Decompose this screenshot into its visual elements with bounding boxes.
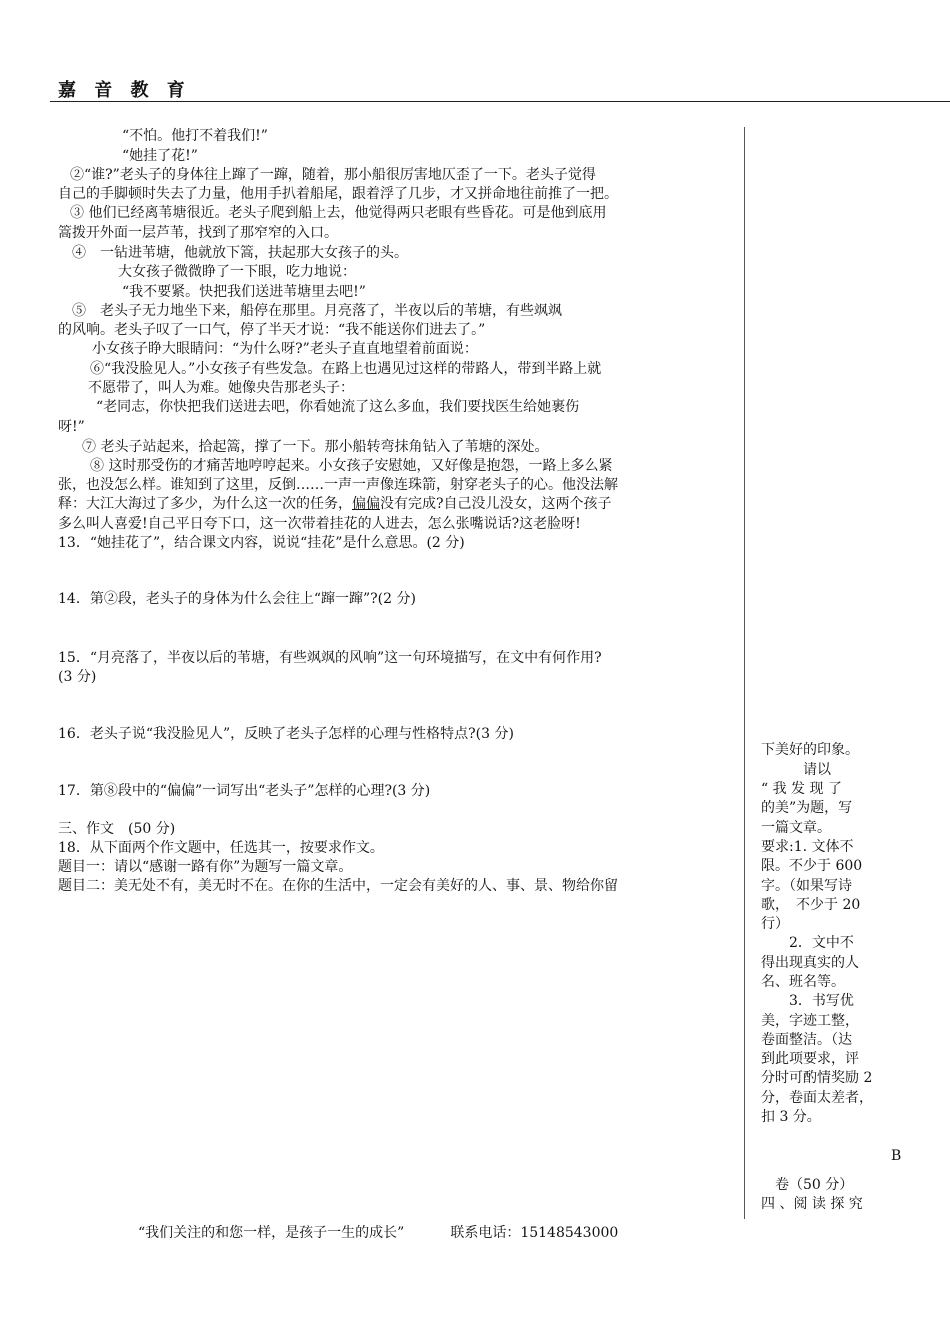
passage-line: 张，也没怎么样。谁知到了这里，反倒……一声一声像连珠箭，射穿老头子的心。他没法解 [58,477,618,493]
passage-text: 释：大江大海过了多少，为什么这一次的任务， [58,496,352,512]
passage-line: 呀!” [58,419,85,435]
footer [138,1222,618,1242]
sidebar-line: 3．书写优 [761,993,854,1009]
passage-line: 大女孩子微微睁了一下眼，吃力地说： [118,264,356,280]
sidebar-line: 名、班名等。 [761,974,845,990]
composition-topic-1: 题目一：请以“感谢一路有你”为题写一篇文章。 [58,859,353,875]
question-16: 16．老头子说“我没脸见人”，反映了老头子怎样的心理与性格特点?(3 分) [58,726,514,742]
underlined-word: 偏偏 [352,496,380,512]
passage-line: ⑤ 老头子无力地坐下来，船停在那里。月亮落了，半夜以后的苇塘，有些飒飒 [72,303,562,319]
passage-line: 多么叫人喜爱!自己平日夸下口，这一次带着挂花的人进去，怎么张嘴说话?这老脸呀! [58,516,581,532]
passage-line: ②“谁?”老头子的身体往上蹿了一蹿，随着，那小船很厉害地仄歪了一下。老头子觉得 [70,167,596,183]
sidebar-line: 分时可酌情奖励 2 [761,1070,873,1086]
sidebar-line: 四 、阅 读 探 究 [761,1196,863,1212]
sidebar-line: B [891,1148,902,1164]
footer-slogan: “我们关注的和您一样，是孩子一生的成长” [138,1225,405,1241]
sidebar-line: 到此项要求，评 [761,1051,859,1067]
sidebar-line: 卷（50 分） [761,1177,854,1193]
question-15: 15．“月亮落了，半夜以后的苇塘，有些飒飒的风响”这一句环境描写，在文中有何作用? [58,650,602,666]
passage-line: 篙拨开外面一层芦苇，找到了那窄窄的入口。 [58,225,338,241]
passage-line: ④ 一钻进苇塘，他就放下篙，扶起那大女孩子的头。 [72,245,408,261]
passage-line: 的风响。老头子叹了一口气，停了半天才说：“我不能送你们进去了。” [58,322,486,338]
sidebar-line: “ 我 发 现 了 [761,781,842,797]
passage-line: 小女孩子睁大眼睛问：“为什么呀?”老头子直直地望着前面说： [92,341,478,357]
passage-line [58,495,612,514]
sidebar-line: 得出现真实的人 [761,955,859,971]
sidebar-line: 限。不少于 600 [761,858,863,874]
passage-line: “她挂了花!” [122,148,198,164]
passage-line: 自己的手脚顿时失去了力量，他用手扒着船尾，跟着浮了几步，才又拼命地往前推了一把。 [58,186,618,202]
sidebar-line: 2．文中不 [761,935,854,951]
question-15-score: (3 分) [58,669,97,685]
sidebar-line: 的美”为题，写 [761,800,853,816]
passage-line: 不愿带了，叫人为难。她像央告那老头子： [88,380,354,396]
sidebar-line: 卷面整洁。（达 [761,1032,852,1048]
passage-text: 没有完成?自己没儿没女，这两个孩子 [380,496,612,512]
sidebar-line: 分，卷面太差者， [761,1090,873,1106]
composition-topic-2: 题目二：美无处不有，美无时不在。在你的生活中，一定会有美好的人、事、景、物给你留 [58,878,618,894]
sidebar-line: 下美好的印象。 [761,742,859,758]
passage-line: “老同志，你快把我们送进去吧，你看她流了这么多血，我们要找医生给她裹伤 [96,399,580,415]
sidebar-line: 行） [761,916,789,932]
passage-line: “我不要紧。快把我们送进苇塘里去吧!” [122,284,366,300]
header-divider [50,101,950,102]
composition-instruction: 18．从下面两个作文题中，任选其一，按要求作文。 [58,840,384,856]
question-14: 14．第②段，老头子的身体为什么会往上“蹿一蹿”?(2 分) [58,591,416,607]
passage-line: “不怕。他打不着我们!” [122,128,268,144]
composition-section-title: 三、作文 (50 分) [58,821,176,837]
column-divider [744,127,745,1219]
header-title: 嘉 音 教 育 [58,80,191,101]
question-13: 13．“她挂花了”，结合课文内容，说说“挂花”是什么意思。(2 分) [58,535,465,551]
footer-phone: 联系电话：15148543000 [450,1225,619,1241]
passage-line: ③ 他们已经离苇塘很近。老头子爬到船上去，他觉得两只老眼有些昏花。可是他到底用 [70,205,607,221]
sidebar-line: 一篇文章。 [761,820,831,836]
sidebar-line: 要求:1. 文体不 [761,839,854,855]
sidebar-line: 请以 [761,762,831,778]
question-17: 17．第⑧段中的“偏偏”一词写出“老头子”怎样的心理?(3 分) [58,783,431,799]
sidebar-line: 扣 3 分。 [761,1109,821,1125]
passage-line: ⑧ 这时那受伤的才痛苦地哼哼起来。小女孩子安慰她，又好像是抱怨，一路上多么紧 [90,458,613,474]
sidebar-line: 字。（如果写诗 [761,878,852,894]
passage-line: ⑥“我没脸见人。”小女孩子有些发急。在路上也遇见过这样的带路人，带到半路上就 [90,361,602,377]
passage-line: ⑦ 老头子站起来，拾起篙，撑了一下。那小船转弯抹角钻入了苇塘的深处。 [82,439,549,455]
sidebar-line: 歌， 不少于 20 [761,897,861,913]
sidebar-line: 美，字迹工整， [761,1013,859,1029]
